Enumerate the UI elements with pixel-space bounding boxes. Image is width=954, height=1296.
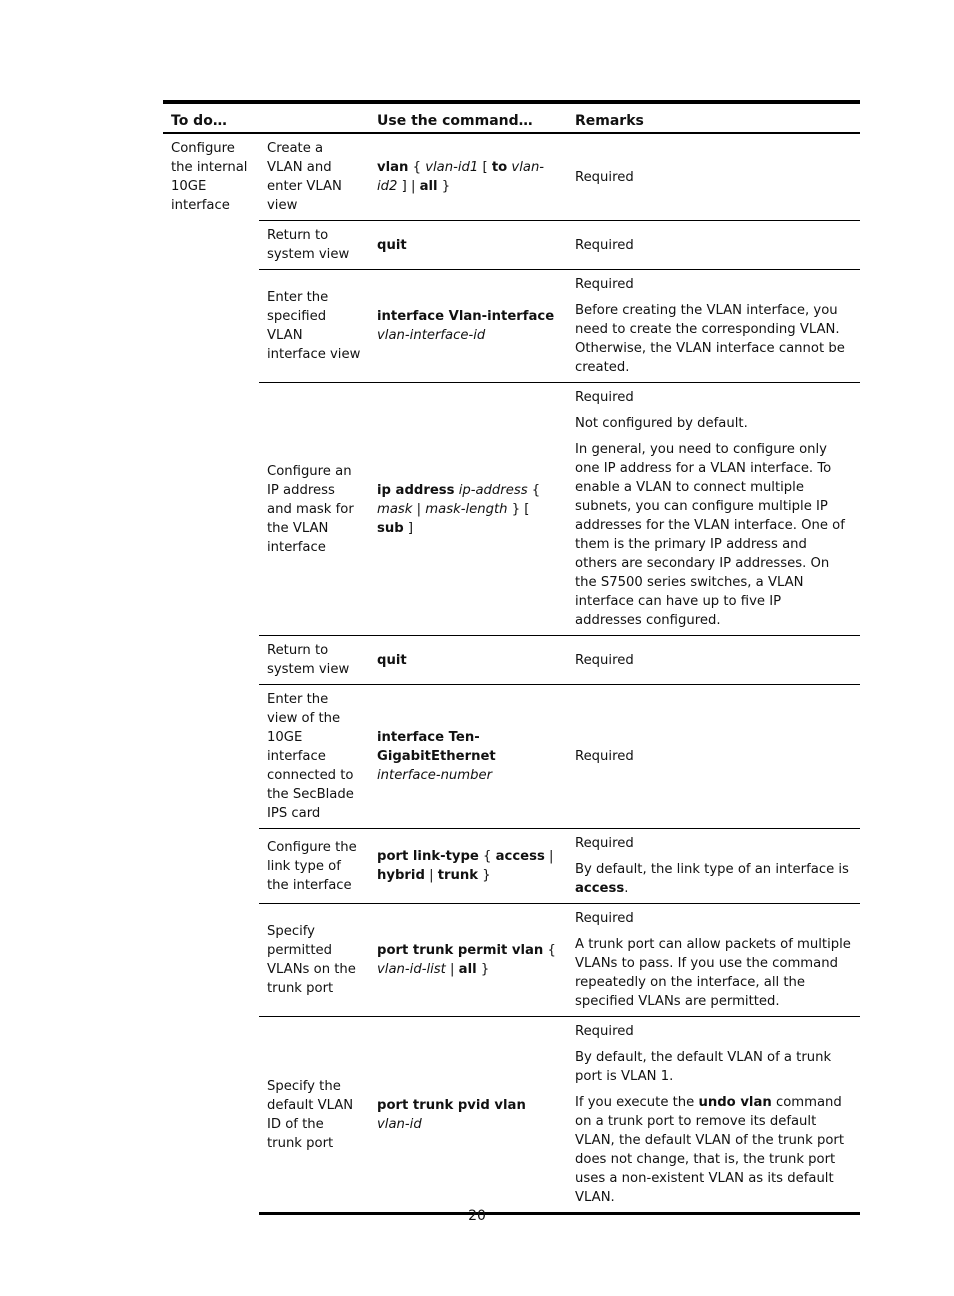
task-cell: Return to system view	[259, 636, 369, 685]
remark-paragraph	[575, 440, 852, 630]
remark-paragraph	[575, 747, 852, 766]
text-run: ]	[403, 520, 414, 536]
remark-paragraph	[575, 1048, 852, 1086]
command-keyword: access	[575, 881, 625, 896]
command-argument: vlan-id1	[425, 160, 479, 175]
text-run: Required	[575, 1024, 634, 1039]
command-keyword: all	[458, 962, 477, 977]
remark-paragraph	[575, 651, 852, 670]
table-body	[163, 133, 860, 1214]
command-keyword: vlan	[377, 160, 409, 175]
table-row	[163, 1017, 860, 1214]
text-run: Before creating the VLAN interface, you need to create the corresponding VLAN. Otherwise, the VLAN interface cannot be created.	[575, 303, 845, 375]
task-cell: Configure an IP address and mask for the VLAN interface	[259, 383, 369, 636]
text-run: }	[478, 868, 491, 883]
text-run: Required	[575, 749, 634, 764]
command-keyword: ip address	[377, 482, 455, 498]
command-keyword: port link-type	[377, 849, 479, 864]
text-run: command on a trunk port to remove its default VLAN, the default VLAN of the trunk port does not change, that is, the trunk port uses a non-existent VLAN as its default VLAN.	[575, 1095, 845, 1205]
command-keyword: quit	[377, 652, 407, 668]
command-argument: vlan-id	[377, 1116, 422, 1132]
text-run: Required	[575, 169, 634, 185]
remarks-cell	[567, 685, 860, 829]
remark-paragraph	[575, 168, 852, 187]
task-cell: Enter the specified VLAN interface view	[259, 270, 369, 383]
text-run: [	[478, 160, 492, 175]
table-header-row	[163, 102, 860, 133]
text-run: By default, the link type of an interface is	[575, 862, 849, 877]
text-run: |	[544, 849, 554, 864]
remarks-cell	[567, 1017, 860, 1214]
remark-paragraph	[575, 935, 852, 1011]
table-row	[163, 270, 860, 383]
text-run: Not configured by default.	[575, 416, 748, 431]
text-run: ] |	[397, 179, 420, 194]
command-argument: vlan-interface-id	[377, 328, 486, 343]
text-run: {	[408, 160, 426, 175]
remarks-cell	[567, 904, 860, 1017]
text-run: Required	[575, 237, 634, 253]
command-keyword: access	[495, 849, 545, 864]
table-row	[163, 904, 860, 1017]
remarks-cell	[567, 636, 860, 685]
text-run: In general, you need to configure only one IP address for a VLAN interface. To enable a VLAN to connect multiple subnets, you can configure multiple IP addresses for the VLAN interface. One of them is the primary IP address and others are secondary IP addresses. On the S7500 series switches, a VLAN interface can have up to five IP addresses configured.	[575, 442, 845, 628]
table-row	[163, 221, 860, 270]
remarks-cell	[567, 221, 860, 270]
remark-paragraph	[575, 275, 852, 294]
remarks-cell	[567, 383, 860, 636]
text-run: .	[624, 881, 629, 896]
text-run: }	[476, 962, 490, 977]
remark-paragraph	[575, 388, 852, 407]
page-number: 20	[468, 1208, 486, 1224]
text-run: {	[543, 943, 556, 958]
group-label-cell: Configure the internal 10GE interface	[171, 141, 248, 213]
remark-paragraph	[575, 834, 852, 853]
command-argument: vlan-id-list	[377, 962, 446, 977]
text-run: If you execute the	[575, 1095, 699, 1110]
command-keyword: all	[419, 179, 438, 194]
text-run: {	[527, 482, 541, 498]
task-cell: Specify the default VLAN ID of the trunk port	[259, 1017, 369, 1214]
text-run: {	[478, 849, 496, 864]
command-keyword: undo vlan	[698, 1095, 772, 1110]
text-run: } [	[507, 501, 530, 517]
remark-paragraph	[575, 301, 852, 377]
command-keyword: trunk	[437, 868, 479, 883]
remark-paragraph	[575, 1093, 852, 1207]
remark-paragraph	[575, 860, 852, 898]
command-cell	[369, 221, 567, 270]
remarks-cell	[567, 133, 860, 221]
text-run: By default, the default VLAN of a trunk port is VLAN 1.	[575, 1050, 832, 1084]
command-cell	[369, 636, 567, 685]
command-cell	[369, 133, 567, 221]
command-cell	[369, 1017, 567, 1214]
remark-paragraph	[575, 909, 852, 928]
table-row	[163, 685, 860, 829]
command-cell	[369, 270, 567, 383]
table-row	[163, 383, 860, 636]
task-cell: Enter the view of the 10GE interface connected to the SecBlade IPS card	[259, 685, 369, 829]
command-keyword: interface Ten-GigabitEthernet	[377, 730, 496, 764]
text-run: }	[437, 179, 451, 194]
table-row	[163, 133, 860, 221]
text-run: Required	[575, 390, 634, 405]
command-table	[163, 100, 860, 1215]
table-row	[163, 636, 860, 685]
command-keyword: sub	[377, 520, 404, 536]
text-run: Required	[575, 911, 634, 926]
remark-paragraph	[575, 1022, 852, 1041]
command-keyword: quit	[377, 237, 407, 253]
text-run: |	[412, 501, 426, 517]
text-run: Required	[575, 277, 634, 292]
task-cell: Specify permitted VLANs on the trunk port	[259, 904, 369, 1017]
command-argument: mask-length	[425, 501, 508, 517]
header-use-command: Use the command…	[369, 102, 567, 133]
command-cell	[369, 904, 567, 1017]
text-run: Required	[575, 652, 634, 668]
remark-paragraph	[575, 414, 852, 433]
remarks-cell	[567, 270, 860, 383]
command-keyword: port trunk pvid vlan	[377, 1097, 526, 1113]
text-run: A trunk port can allow packets of multiple VLANs to pass. If you use the command repeatedly on the interface, all the specified VLANs are permitted.	[575, 937, 851, 1009]
task-cell: Return to system view	[259, 221, 369, 270]
command-keyword: interface Vlan-interface	[377, 309, 555, 324]
task-cell: Configure the link type of the interface	[259, 829, 369, 904]
remark-paragraph	[575, 236, 852, 255]
command-cell	[369, 829, 567, 904]
command-argument: vlan-id2	[377, 160, 545, 194]
text-run: |	[445, 962, 459, 977]
header-blank	[259, 102, 369, 133]
header-to-do: To do…	[163, 102, 259, 133]
command-keyword: hybrid	[377, 868, 425, 883]
command-argument: mask	[377, 501, 413, 517]
command-cell	[369, 383, 567, 636]
command-keyword: port trunk permit vlan	[377, 943, 544, 958]
command-cell	[369, 685, 567, 829]
command-argument: interface-number	[377, 768, 493, 783]
task-cell: Create a VLAN and enter VLAN view	[267, 141, 342, 213]
header-remarks: Remarks	[567, 102, 860, 133]
text-run: Required	[575, 836, 634, 851]
table-row	[163, 829, 860, 904]
command-argument: ip-address	[458, 482, 528, 498]
text-run: |	[424, 868, 438, 883]
remarks-cell	[567, 829, 860, 904]
command-keyword: to	[491, 160, 508, 175]
